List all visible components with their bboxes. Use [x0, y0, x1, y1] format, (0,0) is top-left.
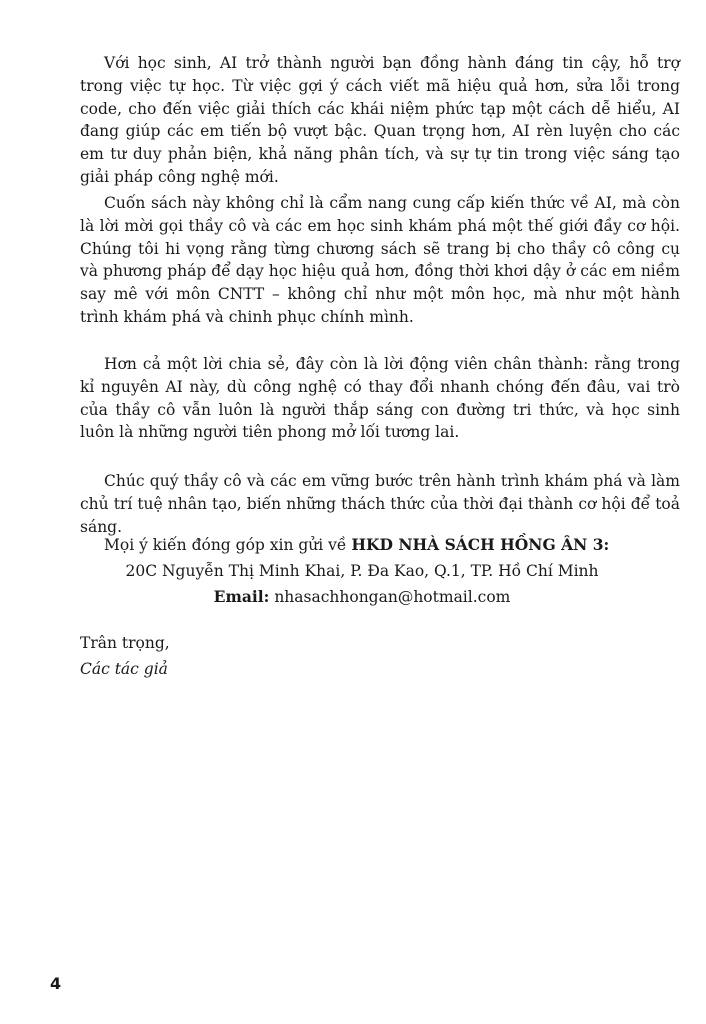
closing-line: Trân trọng,	[80, 634, 170, 652]
contact-intro-text: Mọi ý kiến đóng góp xin gửi về	[104, 536, 352, 554]
publisher-name: HKD NHÀ SÁCH HỒNG ÂN 3:	[351, 535, 610, 554]
paragraph-encouragement: Hơn cả một lời chia sẻ, đây còn là lời động viên chân thành: rằng trong kỉ nguyên AI này, dù công nghệ có thay đổi nhanh chóng đến đâu, vai trò của thầy cô vẫn luôn là người thắp sáng con đường tri thức, và học sinh luôn là những người tiên phong mở lối tương lai.	[80, 355, 680, 442]
paragraph-book-purpose: Cuốn sách này không chỉ là cẩm nang cung cấp kiến thức về AI, mà còn là lời mời gọi thầy cô và các em học sinh khám phá một thế giới đầy cơ hội. Chúng tôi hi vọng rằng từng chương sách sẽ trang bị cho thầy cô công cụ và phương pháp để dạy học hiệu quả hơn, đồng thời khơi dậy ở các em niềm say mê với môn CNTT – không chỉ như một môn học, mà như một hành trình khám phá và chinh phục chính mình.	[80, 194, 680, 326]
publisher-address: 20C Nguyễn Thị Minh Khai, P. Đa Kao, Q.1, TP. Hồ Chí Minh	[125, 562, 599, 580]
paragraph-students: Với học sinh, AI trở thành người bạn đồng hành đáng tin cậy, hỗ trợ trong việc tự học. Từ việc gợi ý cách viết mã hiệu quả hơn, sửa lỗi trong code, cho đến việc giải thích các khái niệm phức tạp một cách dễ hiểu, AI đang giúp các em tiến bộ vượt bậc. Quan trọng hơn, AI rèn luyện cho các em tư duy phản biện, khả năng phân tích, và sự tự tin trong việc sáng tạo giải pháp công nghệ mới.	[80, 54, 680, 186]
contact-intro-line	[104, 534, 706, 557]
authors-line: Các tác giả	[80, 660, 168, 678]
paragraph-wishes: Chúc quý thầy cô và các em vững bước trên hành trình khám phá và làm chủ trí tuệ nhân tạo, biến những thách thức của thời đại thành cơ hội để toả sáng.	[80, 472, 680, 536]
page-number: 4	[50, 974, 62, 993]
email-label: Email:	[213, 587, 270, 606]
email-address: nhasachhongan@hotmail.com	[269, 588, 511, 606]
contact-email-line	[0, 586, 706, 609]
